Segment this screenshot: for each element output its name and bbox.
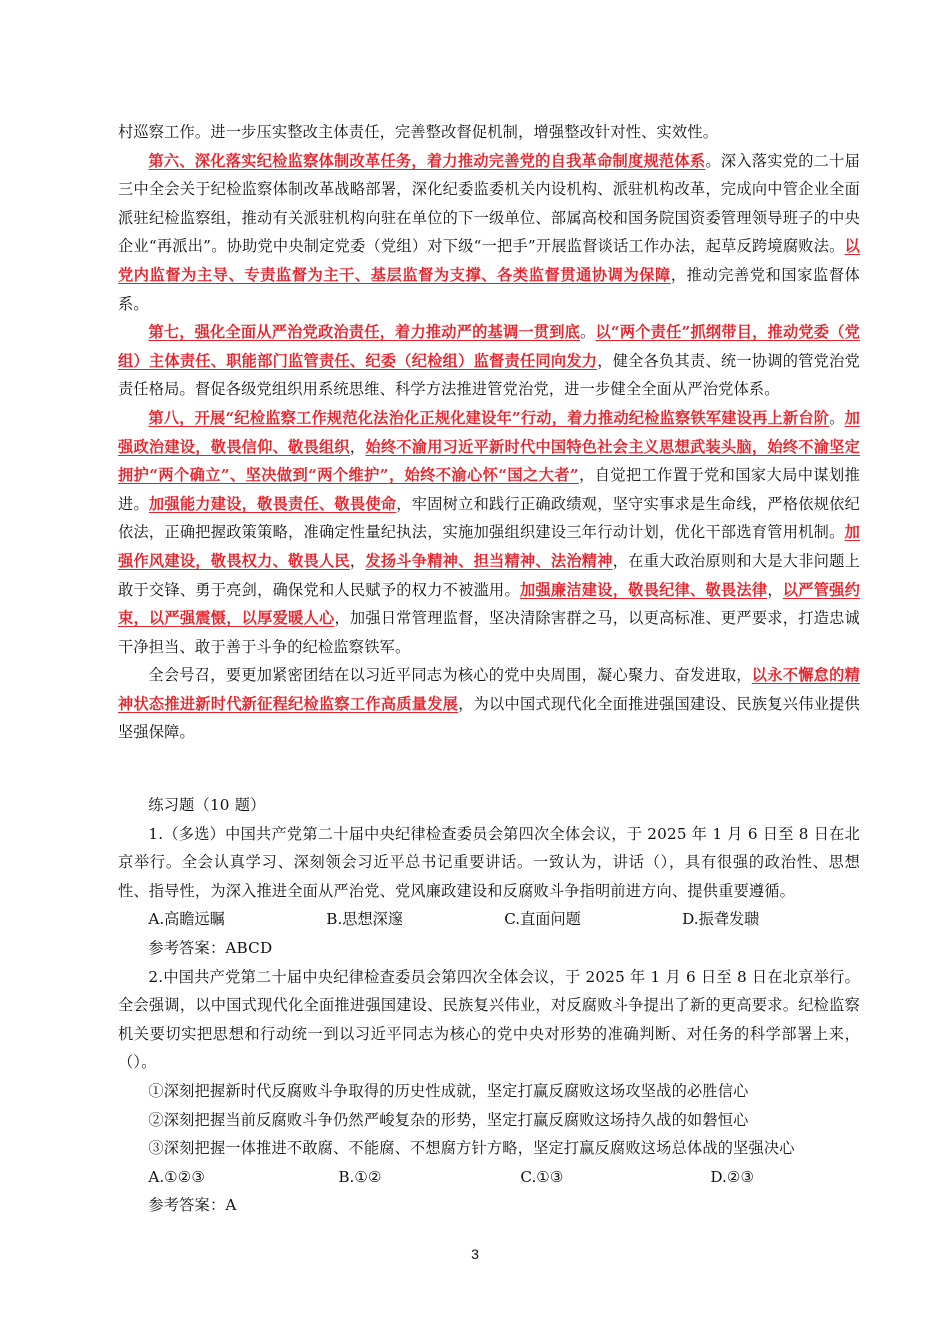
- option-c: C.①③: [520, 1167, 564, 1186]
- highlight-heading-seventh: 第七，强化全面从严治党政治责任，着力推动严的基调一贯到底: [148, 323, 581, 342]
- text-span: ，为以中国式现代化全面推进强国建设、民族复兴伟业提供坚强保障。: [118, 694, 861, 742]
- text-span: ，: [349, 437, 366, 456]
- option-a: A.①②③: [148, 1167, 206, 1186]
- question-2-item-2: ②深刻把握当前反腐败斗争仍然严峻复杂的形势，坚定打赢反腐败这场持久战的如磐恒心: [148, 1110, 749, 1129]
- option-b: B.①②: [338, 1167, 382, 1186]
- highlight-heading-sixth: 第六、深化落实纪检监察体制改革任务，着力推动完善党的自我革命制度规范体系: [148, 151, 706, 170]
- text-span: 。: [580, 323, 596, 342]
- question-1: 1.（多选）中国共产党第二十届中央纪律检查委员会第四次全体会议，于 2025 年 1 月 6 日至 8 日在北京举行。全会认真学习、深刻领会习近平总书记重要讲话。一致认为，讲话（），具有很强的政治性、思想性、指导性，为深入推进全面从严治党、党风廉政建设和反腐败斗争指明前进方向、提供重要遵循。: [118, 824, 860, 900]
- highlight-span: 以党内监督为主导、专责监督为主干、基层监督为支撑、各类监督贯通协调为保障: [118, 237, 860, 284]
- text-span: ，牢固树立和践行正确政绩观，坚守实事求是生命线，严格依规依纪依法，正确把握政策策略，准确定性量纪执法，实施加强组织建设三年行动计划，优化干部选育管用机制。: [118, 494, 860, 542]
- question-2-answer: 参考答案：A: [148, 1196, 237, 1215]
- highlight-span: 加强廉洁建设，敬畏纪律、敬畏法律: [519, 580, 768, 599]
- page-number: 3: [471, 1246, 479, 1262]
- highlight-span: 以严管强约束，以严强震慑，以厚爱暖人心: [118, 580, 861, 628]
- text-span: 。深入落实党的二十届三中全会关于纪检监察体制改革战略部署，深化纪委监委机关内设机构、派驻机构改革，完成向中管企业全面派驻纪检监察组，推动有关派驻机构向驻在单位的下一级单位、部属高校和国务院国资委管理领导班子的中央企业“再派出”。协助党中央制定党委（党组）对下级“一把手”开展监督谈话工作办法，起草反跨境腐败法。: [118, 151, 861, 256]
- highlight-span: 加强能力建设，敬畏责任、敬畏使命: [148, 494, 397, 513]
- text-span: 。: [829, 408, 845, 427]
- highlight-span: 加强作风建设，敬畏权力、敬畏人民: [118, 523, 860, 570]
- paragraph-eighth: [118, 404, 860, 661]
- question-2-options: [118, 1163, 860, 1192]
- question-2: 2.中国共产党第二十届中央纪律检查委员会第四次全体会议，于 2025 年 1 月 6 日至 8 日在北京举行。全会强调，以中国式现代化全面推进强国建设、民族复兴伟业，对反腐败斗争提出了新的更高要求。纪检监察机关要切实把思想和行动统一到以习近平同志为核心的党中央对形势的准确判断、对任务的科学部署上来，（）。: [118, 967, 860, 1072]
- exercise-title: 练习题（10 题）: [148, 796, 266, 815]
- option-d: D.②③: [710, 1167, 755, 1186]
- highlight-span: 发扬斗争精神、担当精神、法治精神: [365, 551, 613, 570]
- paragraph-call: [118, 661, 860, 747]
- highlight-span: 始终不渝用习近平新时代中国特色社会主义思想武装头脑，始终不渝坚定拥护“两个确立”、坚决做到“两个维护”，始终不渝心怀“国之大者”: [118, 437, 861, 485]
- section-gap: [118, 747, 860, 791]
- question-1-answer: 参考答案：ABCD: [148, 939, 273, 958]
- highlight-heading-eighth: 第八，开展“纪检监察工作规范化法治化正规化建设年”行动，着力推动纪检监察铁军建设再上新台阶: [148, 408, 830, 427]
- paragraph-seventh: [118, 318, 860, 404]
- text-span: ，加强日常管理监督，坚决清除害群之马，以更高标准、更严要求，打造忠诚干净担当、敢于善于斗争的纪检监察铁军。: [118, 609, 860, 656]
- paragraph-continuation: 村巡察工作。进一步压实整改主体责任，完善整改督促机制，增强整改针对性、实效性。: [118, 123, 719, 141]
- question-2-item-1: ①深刻把握新时代反腐败斗争取得的历史性成就，坚定打赢反腐败这场攻坚战的必胜信心: [148, 1082, 749, 1100]
- text-span: ，: [349, 551, 366, 570]
- highlight-span: 加强政治建设，敬畏信仰、敬畏组织: [118, 408, 860, 456]
- text-span: ，健全各负其责、统一协调的管党治党责任格局。督促各级党组织用系统思维、科学方法推进管党治党，进一步健全全面从严治党体系。: [118, 351, 860, 399]
- text-span: ，推动完善党和国家监督体系。: [118, 265, 861, 313]
- text-span: ，: [767, 580, 783, 599]
- option-a: A.高瞻远瞩: [148, 910, 225, 929]
- option-c: C.直面问题: [504, 910, 581, 929]
- text-span: ，自觉把工作置于党和国家大局中谋划推进。: [118, 466, 860, 513]
- question-2-item-3: ③深刻把握一体推进不敢腐、不能腐、不想腐方针方略，坚定打赢反腐败这场总体战的坚强决心: [148, 1139, 795, 1158]
- text-span: ，在重大政治原则和大是大非问题上敢于交锋、勇于亮剑，确保党和人民赋予的权力不被滥用。: [118, 551, 861, 599]
- option-b: B.思想深邃: [326, 910, 404, 929]
- highlight-span: 以永不懈怠的精神状态推进新时代新征程纪检监察工作高质量发展: [118, 666, 860, 713]
- highlight-span: 以“两个责任”抓纲带目，推动党委（党组）主体责任、职能部门监管责任、纪委（纪检组）监督责任同向发力: [118, 323, 860, 370]
- question-1-options: [118, 905, 860, 934]
- document-body: [118, 118, 860, 1220]
- paragraph-sixth: [118, 147, 860, 319]
- text-span: 全会号召，要更加紧密团结在以习近平同志为核心的党中央周围，凝心聚力、奋发进取，: [148, 666, 752, 685]
- option-d: D.振聋发聩: [682, 910, 760, 929]
